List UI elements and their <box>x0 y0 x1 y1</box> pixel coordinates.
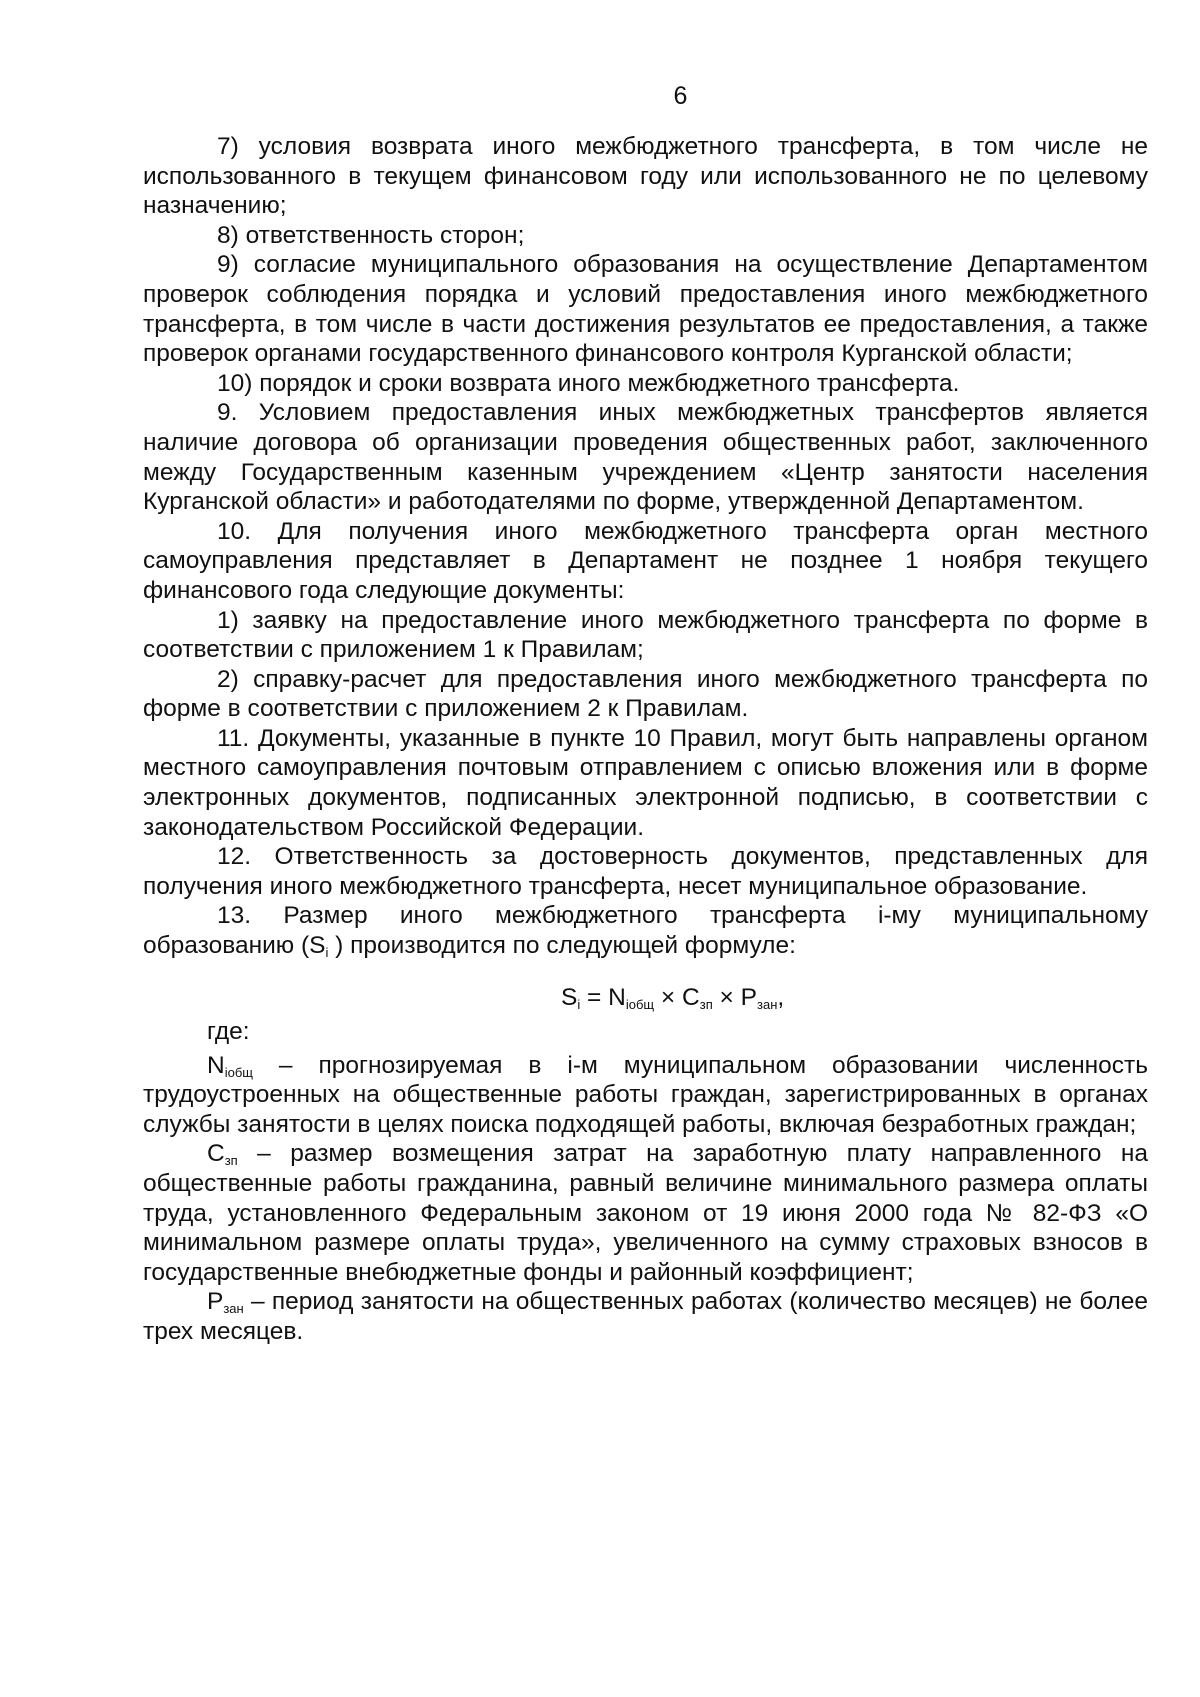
formula <box>143 983 1148 1013</box>
paragraph-clause-9: 9. Условием предоставления иных межбюджетных трансфертов является наличие договора об организации проведения общественных работ, заключенного между Государственным казенным учреждением «Центр занятости населения Курганской области» и работодателями по форме, утвержденной Департаментом. <box>143 399 1148 516</box>
paragraph-item-7: 7) условия возврата иного межбюджетного трансферта, в том числе не использованного в текущем финансовом году или использованного не по целевому назначению; <box>143 133 1148 220</box>
paragraph-clause-12: 12. Ответственность за достоверность документов, представленных для получения иного межбюджетного трансферта, несет муниципальное образование. <box>143 843 1148 900</box>
definition-p-symbol <box>207 1288 244 1315</box>
definition-p <box>143 1287 1148 1346</box>
definition-n-symbol <box>207 1052 253 1079</box>
page-number: 6 <box>673 82 688 110</box>
definition-p-subscript: зан <box>223 1301 244 1317</box>
paragraph-clause-10-item-1: 1) заявку на предоставление иного межбюджетного трансферта по форме в соответствии с приложением 1 к Правилам; <box>143 606 1148 664</box>
formula-s-subscript: i <box>577 996 581 1012</box>
definition-c-letter: C <box>207 1140 225 1168</box>
formula-n: N <box>608 983 626 1011</box>
where-label: где: <box>207 1017 250 1045</box>
definition-p-letter: P <box>207 1288 224 1316</box>
definition-n-letter: N <box>207 1051 225 1079</box>
formula-c-subscript: зп <box>699 996 713 1012</box>
formula-c: C <box>682 983 700 1011</box>
paragraph-clause-10: 10. Для получения иного межбюджетного трансферта орган местного самоуправления представляет в Департамент не позднее 1 ноября текущего финансового года следующие документы: <box>143 517 1148 604</box>
paragraph-clause-13 <box>143 901 1148 960</box>
formula-times-2: × <box>712 983 741 1011</box>
formula-comma: , <box>777 983 785 1011</box>
definition-c-symbol <box>207 1140 238 1167</box>
definition-c-subscript: зп <box>224 1153 238 1169</box>
clause-13-subscript: i <box>325 945 329 961</box>
paragraph-item-8: 8) ответственность сторон; <box>217 221 525 249</box>
formula-times-1: × <box>654 983 683 1011</box>
formula-equals: = <box>580 983 609 1011</box>
formula-p-subscript: зан <box>757 996 778 1012</box>
paragraph-item-10: 10) порядок и сроки возврата иного межбюджетного трансферта. <box>217 369 960 397</box>
clause-13-text-start: 13. Размер иного межбюджетного трансферта i-му муниципальному образованию (S <box>143 902 1148 960</box>
formula-p: P <box>740 983 758 1011</box>
paragraph-clause-11: 11. Документы, указанные в пункте 10 Правил, могут быть направлены органом местного самоуправления почтовым отправлением с описью вложения или в форме электронных документов, подписанных электронной подписью, в соответствии с законодательством Российской Федерации. <box>143 724 1148 841</box>
definition-n-subscript: iобщ <box>224 1064 253 1080</box>
formula-s: S <box>561 983 578 1011</box>
definition-n-text: – прогнозируемая в i-м муниципальном образовании численность трудоустроенных на общественные работы граждан, зарегистрированных в органах службы занятости в целях поиска подходящей работы, включая безработных граждан; <box>143 1051 1148 1138</box>
formula-n-subscript: iобщ <box>625 996 655 1012</box>
definition-c-text: – размер возмещения затрат на заработную плату направленного на общественные работы гражданина, равный величине минимального размера оплаты труда, установленного Федеральным законом от 19 июня 2000 года № 82-ФЗ «О минимальном размере оплаты труда», увеличенного на сумму страховых взносов в государственные внебюджетные фонды и районный коэффициент; <box>143 1140 1148 1286</box>
paragraph-clause-10-item-2: 2) справку-расчет для предоставления иного межбюджетного трансферта по форме в соответствии с приложением 2 к Правилам. <box>143 665 1148 723</box>
clause-13-text-end: ) производится по следующей формуле: <box>328 932 796 960</box>
definition-n <box>143 1051 1148 1140</box>
paragraph-item-9: 9) согласие муниципального образования на осуществление Департаментом проверок соблюдения порядка и условий предоставления иного межбюджетного трансферта, в том числе в части достижения результатов ее предоставления, а также проверок органами государственного финансового контроля Курганской области; <box>143 251 1148 368</box>
definition-p-text: – период занятости на общественных работах (количество месяцев) не более трех месяцев. <box>143 1288 1148 1345</box>
definition-c <box>143 1139 1148 1287</box>
